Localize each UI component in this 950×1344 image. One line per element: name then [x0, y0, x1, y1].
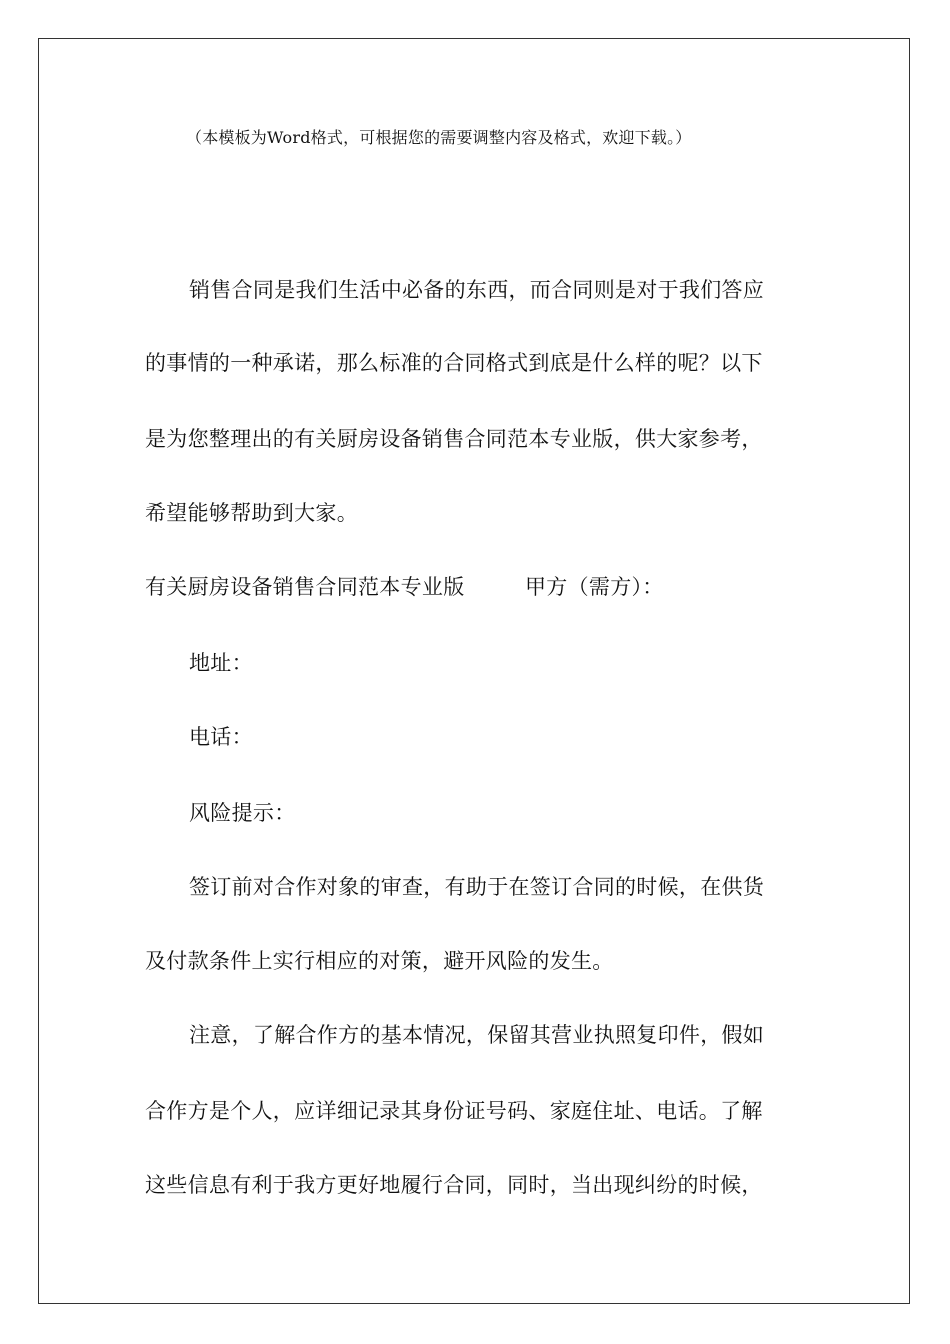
template-note: （本模板为Word格式，可根据您的需要调整内容及格式，欢迎下载。）: [186, 128, 692, 147]
intro-line-4: 希望能够帮助到大家。: [145, 501, 358, 525]
risk-para2-line-1: 注意，了解合作方的基本情况，保留其营业执照复印件，假如: [189, 1023, 765, 1047]
intro-line-3: 是为您整理出的有关厨房设备销售合同范本专业版，供大家参考，: [145, 427, 763, 451]
intro-line-2: 的事情的一种承诺，那么标准的合同格式到底是什么样的呢？以下: [145, 351, 763, 375]
risk-para1-line-1: 签订前对合作对象的审查，有助于在签订合同的时候，在供货: [189, 875, 765, 899]
phone-label: 电话：: [189, 725, 253, 749]
risk-label: 风险提示：: [189, 801, 296, 825]
address-label: 地址：: [189, 651, 253, 675]
contract-title: 有关厨房设备销售合同范本专业版: [145, 575, 465, 599]
risk-para2-line-3: 这些信息有利于我方更好地履行合同，同时，当出现纠纷的时候，: [145, 1173, 763, 1197]
party-a-label: 甲方（需方）：: [525, 575, 664, 599]
risk-para1-line-2: 及付款条件上实行相应的对策，避开风险的发生。: [145, 949, 614, 973]
intro-line-1: 销售合同是我们生活中必备的东西，而合同则是对于我们答应: [189, 278, 765, 302]
risk-para2-line-2: 合作方是个人，应详细记录其身份证号码、家庭住址、电话。了解: [145, 1099, 763, 1123]
